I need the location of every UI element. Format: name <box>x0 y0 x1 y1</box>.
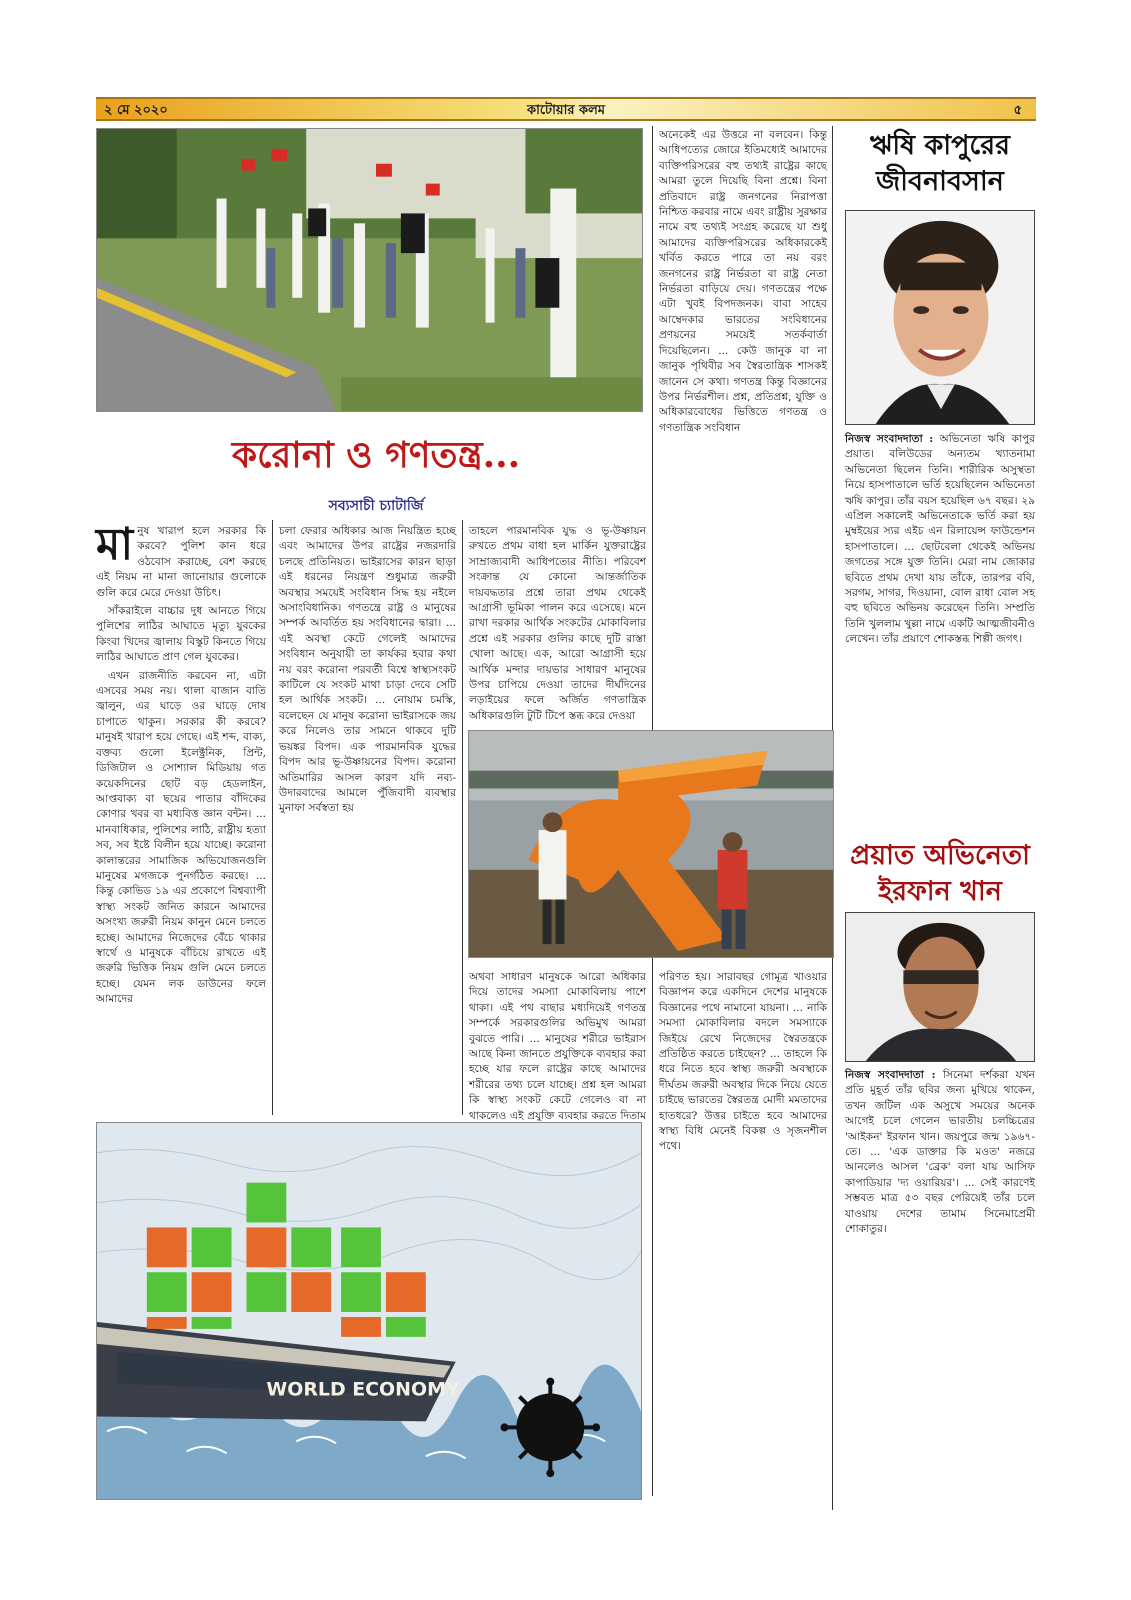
article-paragraph: চলা ফেরার অধিকার আজ নিয়ন্ত্রিত হচ্ছে এবং আমাদের উপর রাষ্ট্রের নজরদারি চলছে প্রতিনিয়ত। ভাইরাসের কারন ছাড়া এই ধরনের নিয়ন্ত্রণ শুধুমাত্র জরুরী অবস্থার সময়েই সংবিধান সিদ্ধ হয় নইলে অসাংবিধানিক। গণতন্ত্রে রাষ্ট্র ও মানুষের সম্পর্ক আবর্তিত হয় সংবিধানের দ্বারা। ... এই অবস্থা কেটে গেলেই আমাদের সংবিধান অনুযায়ী তা কার্যকর হবার কথা নয় বরং করোনা পরবর্তী বিশ্বে স্বাস্থ্যসংকট কাটিলে যে সংকট মাথা চাড়া দেবে সেটি হল আর্থিক সংকট। ... নোয়াম চমস্কি, বলেছেন যে মানুষ করোনা ভাইরাসকে জয় করে নিলেও তার সামনে থাকবে দুটি ভয়ঙ্কর বিপদ। এক পারমানবিক যুদ্ধের বিপদ আর ভূ-উষ্ণায়নের বিপদ। করোনা অতিমারির আসল কারণ যদি নব্য-উদারবাদের আমলে পুঁজিবাদী ব্যবস্থার মুনাফা সর্বস্বতা হয় <box>279 525 456 815</box>
issue-date: ২ মে ২০২০ <box>104 103 168 118</box>
page-number: ৫ <box>1013 103 1022 118</box>
world-economy-label: WORLD ECONOMY <box>266 1378 460 1401</box>
rupee-sculpture-photo <box>468 730 834 958</box>
byline: সব্যসাচী চ্যাটার্জি <box>328 498 424 514</box>
page-header <box>96 97 1036 121</box>
article-paragraph: অভিনেতা ঋষি কাপুর প্রয়াত। বলিউডের অন্যতম খ্যাতনামা অভিনেতা ছিলেন তিনি। শারীরিক অসুস্থতা নিয়ে হাসপাতালে ভর্তি হয়েছিলেন অভিনেতা ঋষি কাপুর। তাঁর বয়স হয়েছিল ৬৭ বছর। ২৯ এপ্রিল সকালেই অভিনেতাকে ভর্তি করা হয় মুম্বইয়ের স্যর এইচ এন রিলায়েন্স ফাউন্ডেশন হাসপাতালে। ... ছোটবেলা থেকেই অভিনয় জগতের সঙ্গে যুক্ত তিনি। মেরা নাম জোকার ছবিতে প্রথম দেখা যায় তাঁকে, তারপর ববি, সরগম, সাগর, দিওয়ানা, বোল রাধা বোল সহ বহু ছবিতে অভিনয় করেছেন তিনি। সম্প্রতি তিনি খুললাম খুল্লা নামে একটি আত্মজীবনীও লেখেন। তাঁর প্রয়াণে শোকস্তব্ধ শিল্পী জগৎ। <box>845 433 1035 646</box>
irrfan-khan-photo <box>845 912 1035 1062</box>
paper-name: কাটোয়ার কলম <box>526 103 606 118</box>
drop-cap: মা <box>96 519 134 570</box>
reporter-tag: নিজস্ব সংবাদদাতা : <box>845 433 934 445</box>
main-headline: করোনা ও গণতন্ত্র... <box>231 434 521 476</box>
article-column-4-bottom <box>659 970 827 1505</box>
article-paragraph: অথবা সাধারণ মানুষকে আরো অধিকার দিয়ে তাদের সমস্যা মোকাবিলায় পাশে থাকা। এই পথ বাছার মধ্যদিয়েই গণতন্ত্র সম্পর্কে সরকারগুলির অভিমুখ আমরা বুঝতে পারি। ... মানুষের শরীরে ভাইরাস আছে কিনা জানতে প্রযুক্তিকে ব্যবহার করা হচ্ছে যার ফলে রাষ্ট্রের কাছে আমাদের শরীরের তথ্য চলে যাচ্ছে। প্রশ্ন হল আমরা কি স্বাস্থ্য সংকট কেটে গেলেও বা না থাকলেও এই প্রযুক্তি ব্যবহার করতে দিতাম <box>469 971 646 1122</box>
article-column-3-bottom <box>469 970 646 1146</box>
article-paragraph: সিনেমা দর্শকরা যখন প্রতি মুহূর্ত তাঁর ছবির জন্য মুখিয়ে থাকেন, তখন জটিল এক অসুখে সময়ের অনেক আগেই চলে গেলেন ভারতীয় চলচ্চিত্রের 'আইকন' ইরফান খান। জয়পুরে জন্ম ১৯৬৭-তে। ... 'এক ডাক্তার কি মওত' নজরে আনলেও আসল 'ব্রেক' বলা যায় আসিফ কাপাডিয়ার 'দ্য ওয়ারিয়র'। ... সেই কারণেই সম্ভবত মাত্র ৫৩ বছর পেরিয়েই তাঁর চলে যাওয়ায় দেশের তামাম সিনেমাপ্রেমী শোকাতুর। <box>845 1069 1035 1236</box>
irrfan-khan-headline: প্রয়াত অভিনেতা ইরফান খান <box>850 840 1030 907</box>
article-paragraph: তাহলে পারমানবিক যুদ্ধ ও ভূ-উষ্ণায়ন রুখতে প্রথম বাধা হল মার্কিন যুক্তরাষ্ট্রের সাম্রাজ্যবাদী আধিপত্যের নীতি। পরিবেশ সংক্রান্ত যে কোনো আন্তর্জাতিক দায়বদ্ধতার প্রশ্নে তারা প্রথম থেকেই আগ্রাসী ভূমিকা পালন করে এসেছে। মনে রাখা দরকার আর্থিক সংকটের মোকাবিলার প্রশ্নে এই সরকার গুলির কাছে দুটি রাস্তা খোলা আছে। এক, আরো আগ্রাসী হয়ে আর্থিক মন্দার দায়ভার সাধারণ মানুষের উপর চাপিয়ে দেওয়া তাদের দীর্ঘদিনের লড়াইয়ের ফলে অর্জিত গণতান্ত্রিক অধিকারগুলি টুটি টিপে স্তব্ধ করে দেওয়া <box>469 525 646 722</box>
article-paragraph: এখন রাজনীতি করবেন না, এটা এসবের সময় নয়। থালা বাজান বাতি জ্বালুন, এর ঘাড়ে ওর ঘাড়ে দোষ চাপাতে থাকুন। সরকার কী করবে? মানুষই খারাপ হয়ে গেছে। এই শব্দ, বাক্য, বক্তব্য গুলো ইলেক্ট্রনিক, প্রিন্ট, ডিজিটাল ও সোশ্যাল মিডিয়ায় গত কয়েকদিনের ছোট বড় হেডলাইন, আপ্তবাক্য বা ছয়ের পাতার বাঁদিকের কোণার খবর বা মধ্যবিত্ত জ্ঞান বন্টন। ... মানবাধিকার, পুলিশের লাঠি, রাষ্ট্রীয় হত্যা সব, সব ইষ্টে বিলীন হয়ে যাচ্ছে। করোনা কালান্তরের সামাজিক অভিযোজনগুলি মানুষের মগজকে পুনর্গঠিত করছে। ... কিন্তু কোভিড ১৯ এর প্রকোপে বিশ্বব্যাপী স্বাস্থ্য সংকট জনিত কারনে আমাদের অসংখ্য জরুরী নিয়ম কানুন মেনে চলতে হচ্ছে। আমাদের নিজেদের বেঁচে থাকার স্বার্থে ও মানুষকে বাঁচিয়ে রাখতে এই জরুরি ভিত্তিক নিয়ম গুলি মেনে চলতে হচ্ছে। যেমন লক ডাউনের ফলে আমাদের <box>96 669 266 1006</box>
article-column-1 <box>96 519 266 1114</box>
article-column-2 <box>279 524 456 1114</box>
article-column-3-top <box>469 524 646 722</box>
rishi-kapoor-article <box>845 432 1035 832</box>
world-economy-illustration <box>96 1122 642 1500</box>
article-column-4-top <box>659 128 827 728</box>
protest-photo <box>96 128 643 412</box>
article-paragraph: অনেকেই এর উত্তরে না বলবেন। কিন্তু আধিপত্যের জোরে ইতিমধ্যেই আমাদের ব্যক্তিপরিসরের বহু তথ্যই রাষ্ট্রের কাছে আমরা তুলে দিয়েছি বিনা প্রশ্নে। বিনা প্রতিবাদে রাষ্ট্র জনগনের নিরাপত্তা নিশ্চিত করবার নামে এবং রাষ্ট্রীয় সুরক্ষার নামে বহু তথ্যই সংগ্রহ করেছে যা শুধু আমাদের ব্যক্তিপরিসরের অধিকারকেই খর্বিত করতে পারে তা নয় বরং জনগনের রাষ্ট্র নির্ভরতা বা রাষ্ট্র নেতা নির্ভরতা বাড়িয়ে দেয়। গণতন্ত্রের পক্ষে এটা খুবই বিপদজনক। বাবা সাহেব আম্বেদকার ভারতের সংবিধানের প্রণয়নের সময়েই সতর্কবার্তা দিয়েছিলেন। ... কেউ জানুক বা না জানুক পৃথিবীর সব স্বৈরতান্ত্রিক শাসকই জানেন সে কথা। গণতন্ত্র কিন্তু বিজ্ঞানের উপর নির্ভরশীল। প্রশ্ন, প্রতিপ্রশ্ন, যুক্তি ও অধিকারবোধের ভিত্তিতে গণতন্ত্র ও গণতান্ত্রিক সংবিধান <box>659 129 827 434</box>
reporter-tag: নিজস্ব সংবাদদাতা : <box>845 1069 936 1081</box>
irrfan-khan-article <box>845 1068 1035 1500</box>
article-paragraph: নুষ খারাপ হলে সরকার কি করবে? পুলিশ কান ধরে ওঠবোস করাচ্ছে, বেশ করছে এই নিয়ম না মানা জানোয়ার গুলোকে গুলি করে মেরে দেওয়া উচিৎ। <box>96 525 266 599</box>
column-rule <box>462 520 463 1115</box>
column-rule <box>272 520 273 1115</box>
article-paragraph: পরিণত হয়। সারাবছর গোমূত্র খাওয়ার বিজ্ঞাপন করে একদিনে দেশের মানুষকে বিজ্ঞানের পথে নামানো যায়না। ... নাকি সমস্যা মোকাবিলার বদলে সমস্যাকে জিইয়ে রেখে নিজেদের স্বৈরতন্ত্রকে প্রতিষ্ঠিত করতে চাইছেন? ... তাহলে কি ধরে নিতে হবে স্বাস্থ্য জরুরী অবস্থাকে দীর্ঘতম জরুরী অবস্থার দিকে নিয়ে যেতে চাইছে ভারতের স্বৈরতন্ত্র মোদী মমতাদের হাতধরে? উত্তর চাইতে হবে আমাদের স্বাস্থ্য বিধি মেনেই বিকল্প ও সৃজনশীল পথে। <box>659 971 827 1153</box>
article-paragraph: সাঁকরাইলে বাচ্চার দুধ আনতে গিয়ে পুলিশের লাঠির আঘাতে মৃত্যু যুবকের কিংবা খিদের জ্বালায় বিস্কুট কিনতে গিয়ে লাঠির আঘাতে প্রাণ গেল যুবকের। <box>96 605 266 664</box>
rishi-kapoor-headline: ঋষি কাপুরের জীবনাবসান <box>870 130 1010 197</box>
rishi-kapoor-photo <box>845 210 1035 425</box>
